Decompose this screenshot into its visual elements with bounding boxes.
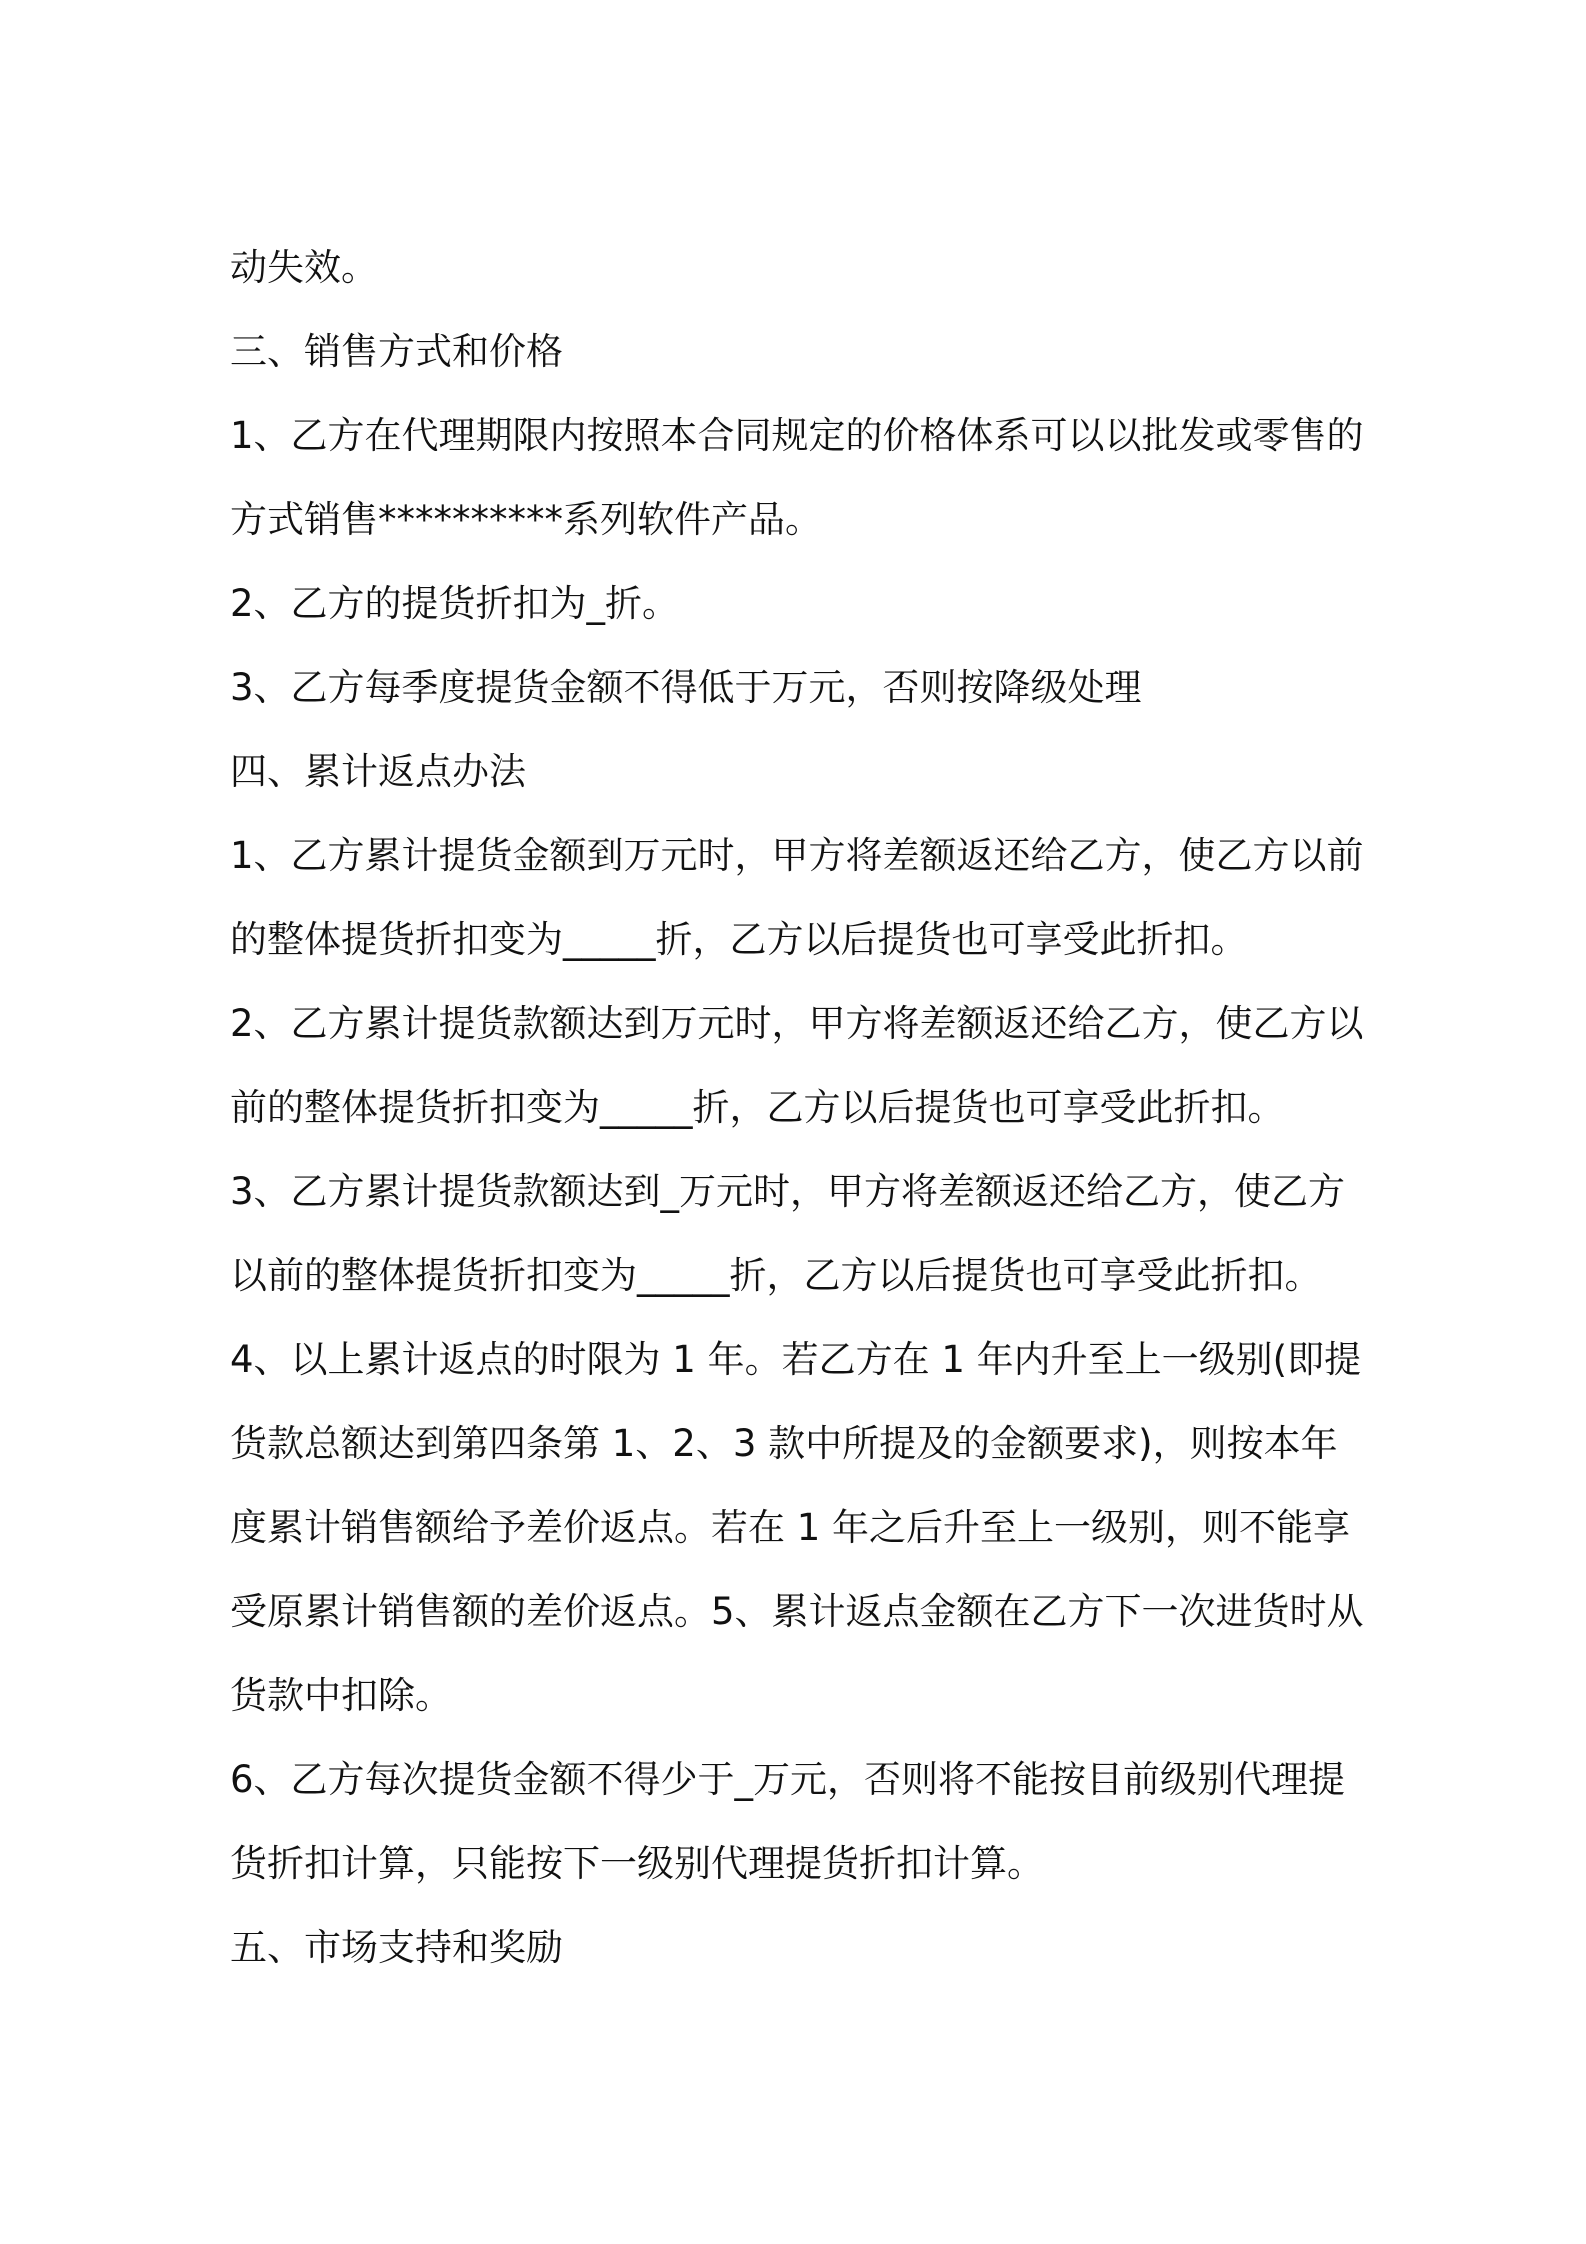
clause-4-3: 3、乙方累计提货款额达到_万元时，甲方将差额返还给乙方，使乙方以前的整体提货折扣变为_____折，乙方以后提货也可享受此折扣。	[230, 1170, 1346, 1297]
clause-4-6: 6、乙方每次提货金额不得少于_万元，否则将不能按目前级别代理提货折扣计算，只能按下一级别代理提货折扣计算。	[230, 1758, 1346, 1885]
document-page	[230, 226, 1370, 1990]
clause-4-4: 4、以上累计返点的时限为 1 年。若乙方在 1 年内升至上一级别(即提货款总额达到第四条第 1、2、3 款中所提及的金额要求)，则按本年度累计销售额给予差价返点。若在 1 年之后升至上一级别，则不能享受原累计销售额的差价返点。5、累计返点金额在乙方下一次进货时从货款中扣除。	[230, 1338, 1364, 1717]
clause-3-1: 1、乙方在代理期限内按照本合同规定的价格体系可以以批发或零售的方式销售**********系列软件产品。	[230, 414, 1364, 541]
clause-4-1: 1、乙方累计提货金额到万元时，甲方将差额返还给乙方，使乙方以前的整体提货折扣变为_____折，乙方以后提货也可享受此折扣。	[230, 834, 1364, 961]
section-heading-4: 四、累计返点办法	[230, 750, 526, 793]
clause-3-2: 2、乙方的提货折扣为_折。	[230, 582, 680, 625]
paragraph-continuation: 动失效。	[230, 246, 378, 289]
clause-4-2: 2、乙方累计提货款额达到万元时，甲方将差额返还给乙方，使乙方以前的整体提货折扣变为_____折，乙方以后提货也可享受此折扣。	[230, 1002, 1364, 1129]
clause-3-3: 3、乙方每季度提货金额不得低于万元，否则按降级处理	[230, 666, 1142, 709]
section-heading-5: 五、市场支持和奖励	[230, 1926, 563, 1969]
section-heading-3: 三、销售方式和价格	[230, 330, 563, 373]
